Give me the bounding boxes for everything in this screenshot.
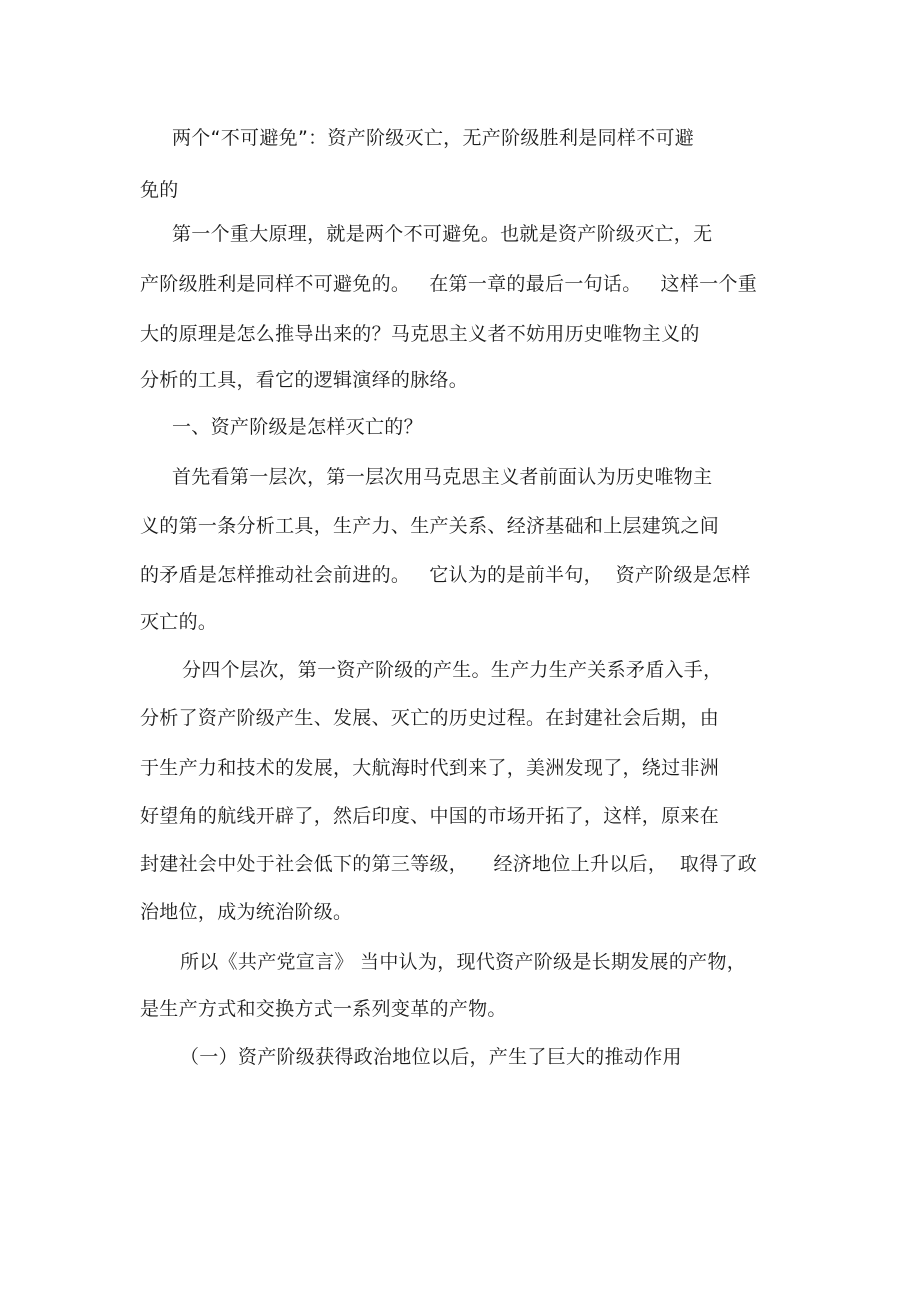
paragraph-title-line-1: 两个“不可避免”：资产阶级灭亡，无产阶级胜利是同样不可避 xyxy=(172,127,695,149)
section-heading-1: 一、资产阶级是怎样灭亡的？ xyxy=(172,416,423,438)
paragraph-3-line-2: 分析了资产阶级产生、发展、灭亡的历史过程。在封建社会后期，由 xyxy=(140,707,720,729)
paragraph-1-line-1: 第一个重大原理，就是两个不可避免。也就是资产阶级灭亡，无 xyxy=(172,223,713,245)
paragraph-3-line-5: 封建社会中处于社会低下的第三等级， 经济地位上升以后， 取得了政 xyxy=(140,853,758,875)
paragraph-2-line-1: 首先看第一层次，第一层次用马克思主义者前面认为历史唯物主 xyxy=(172,466,713,488)
paragraph-1-line-2: 产阶级胜利是同样不可避免的。 在第一章的最后一句话。 这样一个重 xyxy=(140,273,758,295)
paragraph-2-line-3: 的矛盾是怎样推动社会前进的。 它认为的是前半句， 资产阶级是怎样 xyxy=(140,564,751,586)
paragraph-2-line-4: 灭亡的。 xyxy=(140,611,218,633)
paragraph-4-line-2: 是生产方式和交换方式一系列变革的产物。 xyxy=(140,998,507,1020)
paragraph-3-line-4: 好望角的航线开辟了，然后印度、中国的市场开拓了，这样，原来在 xyxy=(140,805,720,827)
paragraph-3-line-1: 分四个层次，第一资产阶级的产生。生产力生产关系矛盾入手， xyxy=(182,659,723,681)
section-heading-2: （一）资产阶级获得政治地位以后，产生了巨大的推动作用 xyxy=(180,1046,682,1068)
paragraph-1-line-4: 分析的工具，看它的逻辑演绎的脉络。 xyxy=(140,369,469,391)
paragraph-1-line-3: 大的原理是怎么推导出来的？马克思主义者不妨用历史唯物主义的 xyxy=(140,323,700,345)
paragraph-3-line-6: 治地位，成为统治阶级。 xyxy=(140,901,353,923)
paragraph-title-line-2: 免的 xyxy=(140,179,179,201)
paragraph-4-line-1: 所以《共产党宣言》 当中认为，现代资产阶级是长期发展的产物， xyxy=(180,951,747,973)
paragraph-3-line-3: 于生产力和技术的发展，大航海时代到来了，美洲发现了，绕过非洲 xyxy=(140,757,720,779)
paragraph-2-line-2: 义的第一条分析工具，生产力、生产关系、经济基础和上层建筑之间 xyxy=(140,515,720,537)
